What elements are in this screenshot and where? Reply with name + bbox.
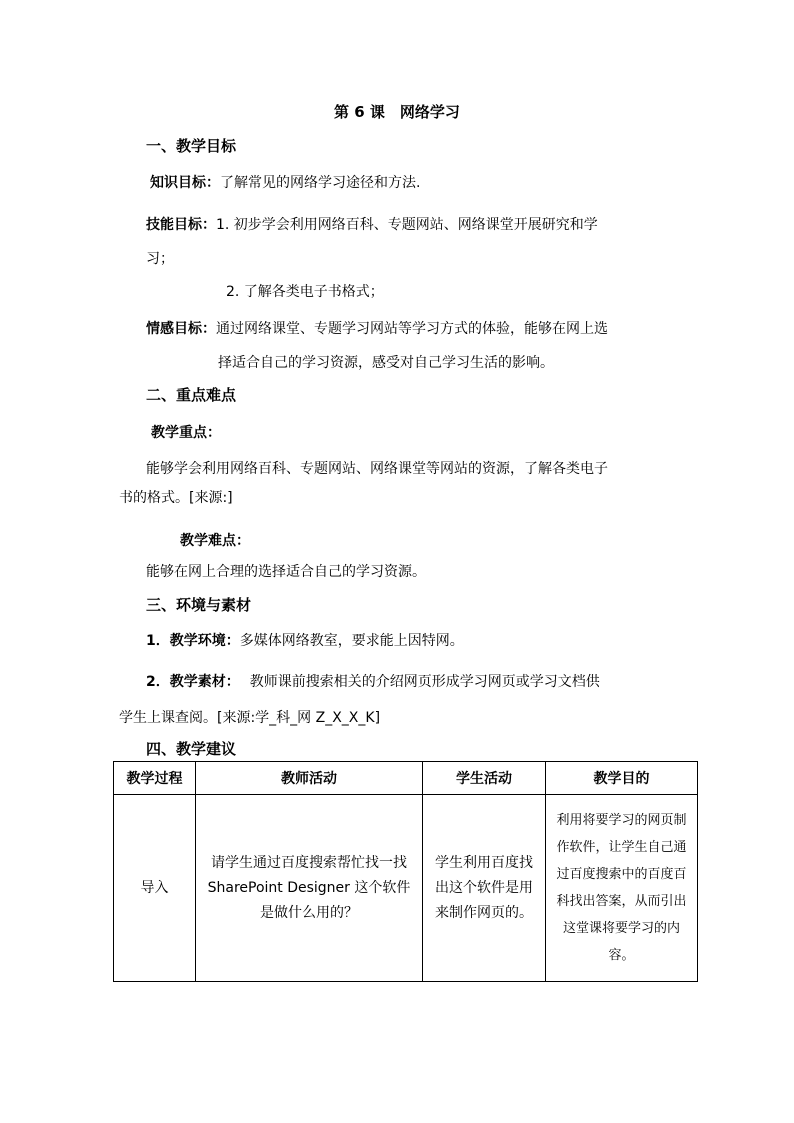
section-heading-objectives: 一、教学目标 (146, 137, 237, 155)
teaching-plan-table (113, 761, 698, 982)
material-item-text: 教师课前搜索相关的介绍网页形成学习网页或学习文档供 (249, 674, 600, 690)
emotion-objective-label: 情感目标： (146, 321, 216, 337)
table-row (114, 795, 698, 982)
emotion-objective (146, 318, 608, 338)
emotion-objective-text: 通过网络课堂、专题学习网站等学习方式的体验，能够在网上选 (216, 321, 608, 337)
section-heading-environment: 三、环境与素材 (146, 596, 252, 614)
skill-objective (146, 214, 598, 234)
header-teacher-activity: 教师活动 (196, 762, 423, 795)
environment-item (146, 630, 464, 650)
cell-student-activity: 学生利用百度找出这个软件是用来制作网页的。 (423, 795, 546, 982)
knowledge-objective (150, 172, 420, 192)
skill-objective-item1: 1. 初步学会利用网络百科、专题网站、网络课堂开展研究和学 (216, 217, 598, 233)
table-header-row (114, 762, 698, 795)
header-process: 教学过程 (114, 762, 196, 795)
difficulty-label: 教学难点： (180, 533, 250, 549)
key-point-label: 教学重点： (151, 425, 221, 441)
knowledge-objective-text: 了解常见的网络学习途径和方法. (220, 175, 421, 191)
skill-objective-item2: 2. 了解各类电子书格式； (226, 284, 384, 300)
cell-teacher-activity: 请学生通过百度搜索帮忙找一找 SharePoint Designer 这个软件是做什么用的？ (196, 795, 423, 982)
material-item (146, 671, 600, 691)
cell-teaching-goal: 利用将要学习的网页制作软件，让学生自己通过百度搜索中的百度百科找出答案，从而引出这堂课将要学习的内容。 (546, 795, 698, 982)
cell-process: 导入 (114, 795, 196, 982)
skill-objective-label: 技能目标： (146, 217, 216, 233)
knowledge-objective-label: 知识目标： (150, 175, 220, 191)
emotion-objective-cont: 择适合自己的学习资源，感受对自己学习生活的影响。 (218, 355, 554, 371)
header-teaching-goal: 教学目的 (546, 762, 698, 795)
difficulty-text: 能够在网上合理的选择适合自己的学习资源。 (146, 564, 426, 580)
section-heading-suggestions: 四、教学建议 (146, 740, 237, 758)
material-item-label: 2．教学素材： (146, 674, 240, 690)
key-point-text: 能够学会利用网络百科、专题网站、网络课堂等网站的资源，了解各类电子 (146, 461, 608, 477)
environment-item-text: 多媒体网络教室，要求能上因特网。 (239, 633, 464, 649)
key-point-text-cont: 书的格式。[来源:] (119, 490, 233, 506)
header-student-activity: 学生活动 (423, 762, 546, 795)
page-title: 第 6 课 网络学习 (334, 103, 460, 121)
skill-objective-item1-cont: 习； (146, 251, 174, 267)
environment-item-label: 1．教学环境： (146, 633, 240, 649)
section-heading-key-difficult: 二、重点难点 (146, 386, 237, 404)
material-item-cont: 学生上课查阅。[来源:学_科_网 Z_X_X_K] (119, 710, 381, 726)
